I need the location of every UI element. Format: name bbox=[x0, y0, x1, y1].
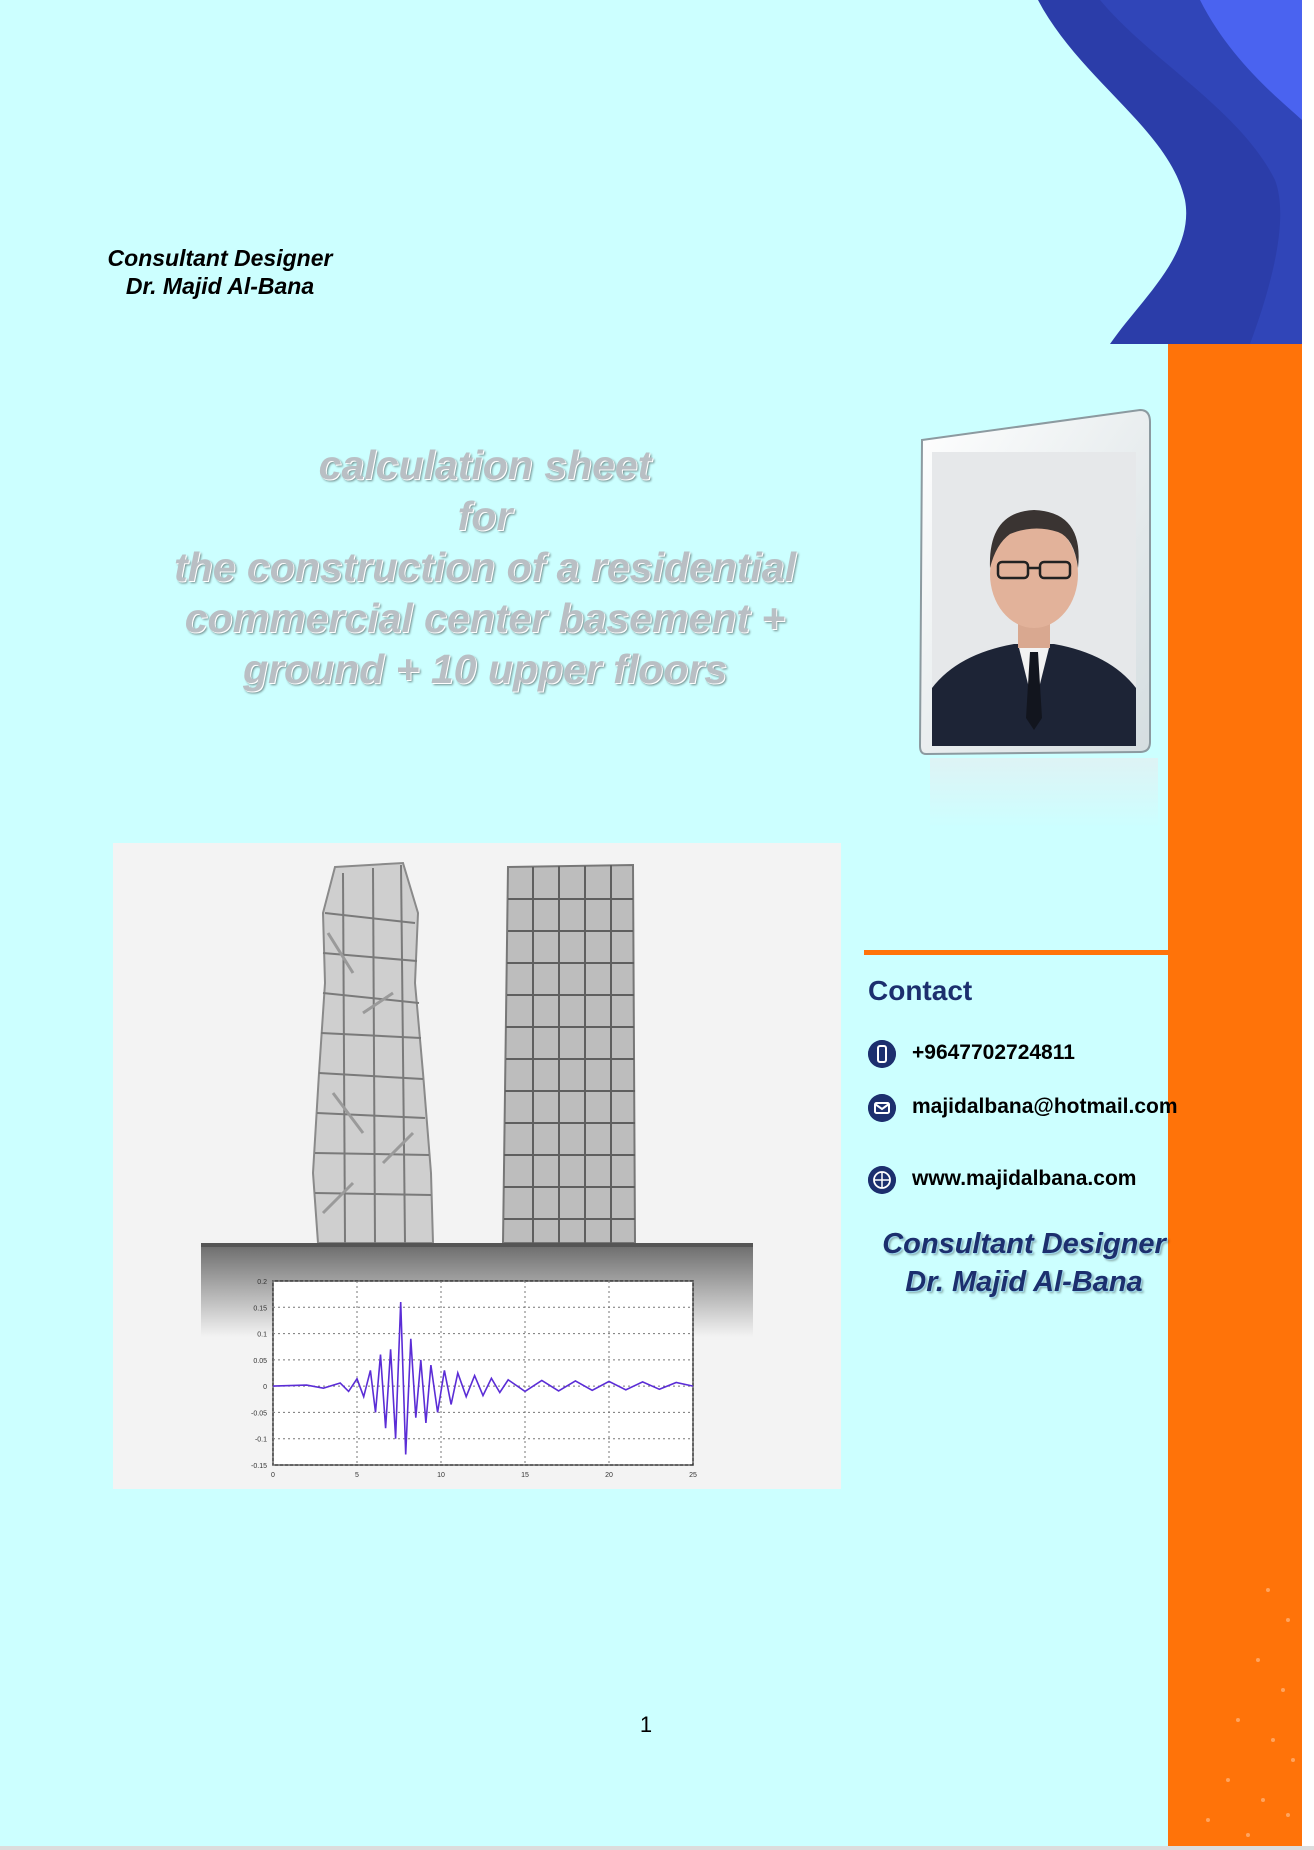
title-line: calculation sheet bbox=[318, 442, 652, 488]
y-tick-label: -0.1 bbox=[254, 1436, 267, 1444]
document-title bbox=[100, 440, 870, 695]
earthquake-illustration bbox=[113, 843, 841, 1489]
contact-email-row bbox=[868, 1094, 1182, 1122]
dot-pattern bbox=[1168, 1550, 1302, 1850]
illustration-svg bbox=[113, 843, 841, 1489]
y-tick-label: 0.15 bbox=[253, 1305, 267, 1313]
contact-phone-row bbox=[868, 1040, 1182, 1068]
plot-area bbox=[273, 1281, 693, 1465]
orange-side-bar bbox=[1168, 344, 1302, 1850]
page-right-margin bbox=[1302, 0, 1314, 1850]
title-line: for bbox=[457, 493, 513, 539]
contact-email[interactable]: majidalbana@hotmail.com bbox=[912, 1095, 1178, 1118]
y-tick-label: -0.15 bbox=[251, 1463, 267, 1470]
x-tick-label: 15 bbox=[521, 1472, 529, 1479]
contact-divider bbox=[864, 950, 1168, 955]
decorative-wave bbox=[0, 0, 1314, 360]
portrait-photo bbox=[918, 408, 1154, 758]
globe-icon bbox=[868, 1166, 896, 1194]
mail-icon bbox=[868, 1094, 896, 1122]
x-tick-label: 0 bbox=[271, 1472, 275, 1479]
signature-block bbox=[864, 1225, 1184, 1301]
contact-phone[interactable]: +9647702724811 bbox=[912, 1041, 1075, 1064]
contact-heading: Contact bbox=[868, 975, 973, 1006]
y-tick-label: 0.05 bbox=[253, 1357, 267, 1365]
standing-building bbox=[503, 865, 635, 1243]
contact-website-row bbox=[868, 1166, 1182, 1194]
y-tick-label: 0 bbox=[263, 1384, 267, 1392]
seismograph-chart bbox=[251, 1279, 697, 1479]
y-tick-label: 0.1 bbox=[257, 1331, 267, 1339]
x-tick-label: 10 bbox=[437, 1472, 445, 1479]
x-tick-label: 25 bbox=[689, 1472, 697, 1479]
header-role: Consultant Designer bbox=[107, 245, 333, 271]
phone-icon bbox=[868, 1040, 896, 1068]
page-number: 1 bbox=[639, 1712, 653, 1737]
title-line: the construction of a residential bbox=[174, 544, 796, 590]
header-block bbox=[60, 244, 380, 300]
header-name: Dr. Majid Al-Bana bbox=[125, 273, 315, 299]
photo-reflection bbox=[930, 758, 1158, 828]
contact-website[interactable]: www.majidalbana.com bbox=[912, 1167, 1137, 1190]
title-line: commercial center basement + bbox=[184, 595, 786, 641]
title-line: ground + 10 upper floors bbox=[242, 646, 728, 692]
collapsed-building bbox=[313, 863, 433, 1243]
signature-role: Consultant Designer bbox=[882, 1228, 1166, 1260]
y-tick-label: 0.2 bbox=[257, 1279, 267, 1286]
x-tick-label: 20 bbox=[605, 1472, 613, 1479]
ground-top-edge bbox=[201, 1243, 753, 1247]
y-tick-label: -0.05 bbox=[251, 1410, 267, 1418]
x-tick-label: 5 bbox=[355, 1472, 359, 1479]
signature-name: Dr. Majid Al-Bana bbox=[905, 1266, 1143, 1298]
page-bottom-margin bbox=[0, 1846, 1314, 1850]
